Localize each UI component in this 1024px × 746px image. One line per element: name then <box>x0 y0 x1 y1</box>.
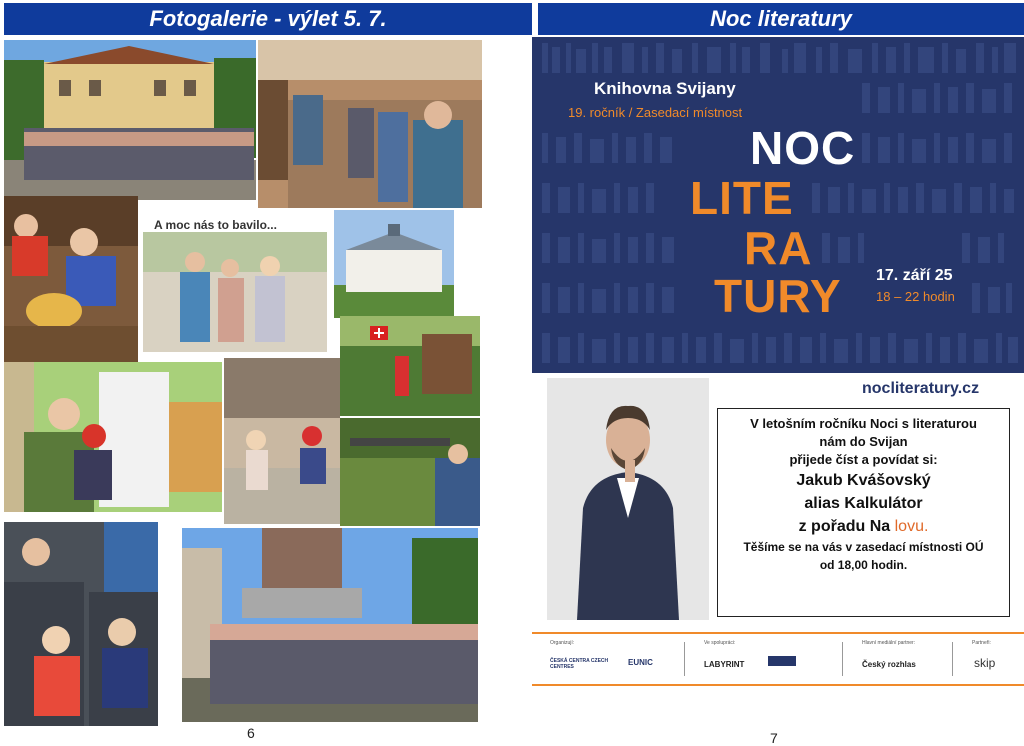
photo-kids-floor <box>224 358 340 524</box>
poster-title-lite: LITE <box>690 172 794 224</box>
website-link[interactable]: nocliteratury.cz <box>862 380 980 397</box>
poster-title-ra: RA <box>744 222 813 274</box>
poster-title-tury: TURY <box>714 270 842 322</box>
divider <box>952 642 953 676</box>
photo-guest-portrait <box>547 378 709 620</box>
photo-garden-visitors <box>340 418 480 526</box>
divider <box>684 642 685 676</box>
partners-label-coop: Ve spolupráci: <box>704 640 736 646</box>
invite-line-1: V letošním ročníku Noci s literaturou <box>750 416 977 431</box>
partners-label-org: Organizují: <box>550 640 575 646</box>
logo-czech-centres: ČESKÁ CENTRA CZECH CENTRES <box>550 658 609 670</box>
invite-line-7: Těšíme se na vás v zasedací místnosti OÚ <box>743 540 984 554</box>
page-number-right: 7 <box>770 730 778 746</box>
event-poster <box>532 37 1024 373</box>
page-number-left: 6 <box>247 725 255 741</box>
invite-line-3: přijede číst a povídat si: <box>789 452 938 467</box>
poster-subtitle: 19. ročník / Zasedací místnost <box>568 105 743 120</box>
guest-show-prefix: z pořadu Na <box>798 518 891 535</box>
guest-name: Jakub Kvášovský <box>796 472 931 489</box>
logo-labyrint: LABYRINT <box>704 660 745 669</box>
partners-label-partner: Partneři: <box>972 640 991 646</box>
invitation-box <box>717 408 1010 617</box>
partners-bar <box>532 632 1024 686</box>
guest-alias: alias Kalkulátor <box>804 495 923 512</box>
divider <box>842 642 843 676</box>
photo-kids-bus <box>4 522 158 726</box>
photo-chateau <box>334 210 454 318</box>
photo-framed-caption <box>140 210 330 355</box>
guest-show <box>718 515 1009 538</box>
logo-eu-icon <box>768 656 796 666</box>
photo-caption: A moc nás to bavilo... <box>154 218 277 232</box>
logo-skip: skip <box>974 656 996 670</box>
poster-hours: 18 – 22 hodin <box>876 289 955 304</box>
photo-group-house <box>4 40 256 200</box>
left-page-header: Fotogalerie - výlet 5. 7. <box>4 3 532 35</box>
logo-cesky-rozhlas: Český rozhlas <box>862 660 916 669</box>
photo-boy-exhibit <box>4 362 222 512</box>
guest-show-name: lovu. <box>894 518 929 535</box>
photo-museum-interior <box>258 40 482 208</box>
photo-garden-railway <box>340 316 480 416</box>
invite-line-8: od 18,00 hodin. <box>819 558 908 572</box>
right-page-header: Noc literatury <box>538 3 1024 35</box>
poster-date: 17. září 25 <box>876 267 953 284</box>
invite-line-2: nám do Svijan <box>819 434 908 449</box>
photo-kids-table <box>4 196 138 368</box>
photo-group-outdoor <box>182 528 478 722</box>
partners-label-media: Hlavní mediální partner: <box>862 640 916 646</box>
poster-title-noc: NOC <box>750 122 856 174</box>
logo-eunic: EUNIC <box>628 658 653 667</box>
poster-library: Knihovna Svijany <box>594 79 736 98</box>
